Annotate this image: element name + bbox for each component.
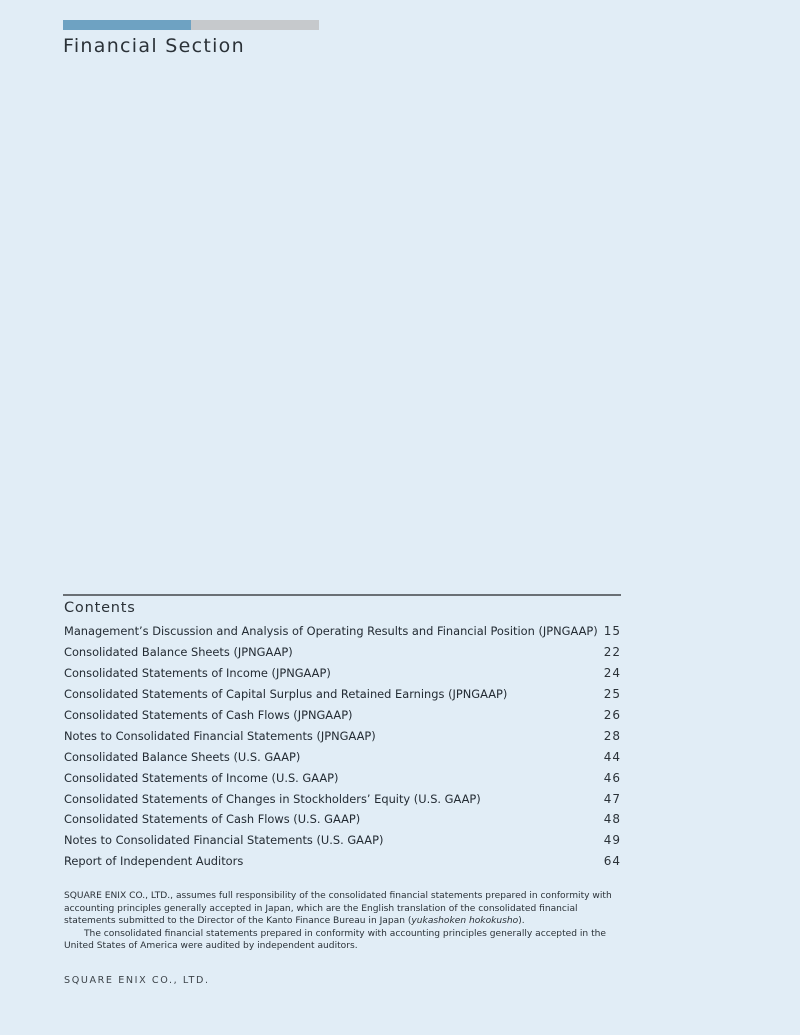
footer-company-name: SQUARE ENIX CO., LTD. (64, 975, 210, 986)
toc-item-title: Consolidated Balance Sheets (U.S. GAAP) (64, 749, 301, 764)
toc-item-page: 48 (603, 812, 621, 827)
toc-item-title: Consolidated Statements of Cash Flows (U.S. GAAP) (64, 812, 361, 827)
toc-item-page: 24 (603, 666, 621, 681)
toc-item-title: Management’s Discussion and Analysis of Operating Results and Financial Position (JPNGAAP) (64, 624, 598, 639)
header-bar-track (191, 20, 319, 30)
toc-item-title: Consolidated Statements of Changes in Stockholders’ Equity (U.S. GAAP) (64, 791, 481, 806)
contents-heading: Contents (64, 600, 136, 616)
toc-item[interactable] (64, 851, 621, 872)
table-of-contents (64, 621, 621, 872)
header-bar-accent (63, 20, 191, 30)
responsibility-note (64, 890, 624, 953)
contents-divider (63, 594, 621, 596)
section-header-bar (63, 20, 319, 30)
toc-item[interactable] (64, 705, 621, 726)
toc-item-title: Consolidated Statements of Income (JPNGAAP) (64, 666, 331, 681)
toc-item-title: Consolidated Statements of Income (U.S. GAAP) (64, 770, 339, 785)
toc-item-page: 47 (603, 791, 621, 806)
toc-item-title: Report of Independent Auditors (64, 854, 244, 869)
toc-item-title: Consolidated Balance Sheets (JPNGAAP) (64, 645, 293, 660)
page-title: Financial Section (63, 35, 245, 57)
toc-item[interactable] (64, 830, 621, 851)
toc-item[interactable] (64, 684, 621, 705)
toc-item-page: 15 (603, 624, 621, 639)
toc-item-title: Notes to Consolidated Financial Statements (JPNGAAP) (64, 728, 376, 743)
toc-item[interactable] (64, 767, 621, 788)
toc-item-page: 22 (603, 645, 621, 660)
note-italic-term: yukashoken hokokusho (411, 916, 519, 927)
toc-item[interactable] (64, 809, 621, 830)
toc-item[interactable] (64, 788, 621, 809)
toc-item-page: 26 (603, 708, 621, 722)
toc-item-page: 25 (603, 687, 621, 702)
toc-item[interactable] (64, 621, 621, 642)
toc-item-page: 28 (603, 728, 621, 743)
toc-item[interactable] (64, 663, 621, 684)
toc-item-title: Consolidated Statements of Capital Surplus and Retained Earnings (JPNGAAP) (64, 687, 508, 702)
toc-item[interactable] (64, 746, 621, 767)
note-text: SQUARE ENIX CO., LTD., assumes full responsibility of the consolidated financial statements prepared in conformity with accounting principles generally accepted in Japan, which are the English translation of the consolidated financial statements submitted to the Director of the Kanto Finance Bureau in Japan ( (64, 891, 612, 927)
toc-item-page: 44 (603, 749, 621, 764)
note-text-end: ). (518, 916, 525, 927)
toc-item-page: 46 (603, 770, 621, 785)
toc-item[interactable] (64, 725, 621, 746)
note-paragraph: The consolidated financial statements prepared in conformity with accounting principles generally accepted in the United States of America were audited by independent auditors. (64, 928, 607, 952)
toc-item-title: Notes to Consolidated Financial Statements (U.S. GAAP) (64, 833, 384, 848)
toc-item-title: Consolidated Statements of Cash Flows (JPNGAAP) (64, 708, 353, 722)
note-paragraph (64, 890, 624, 928)
toc-item-page: 49 (603, 833, 621, 848)
toc-item[interactable] (64, 642, 621, 663)
toc-item-page: 64 (603, 854, 621, 869)
